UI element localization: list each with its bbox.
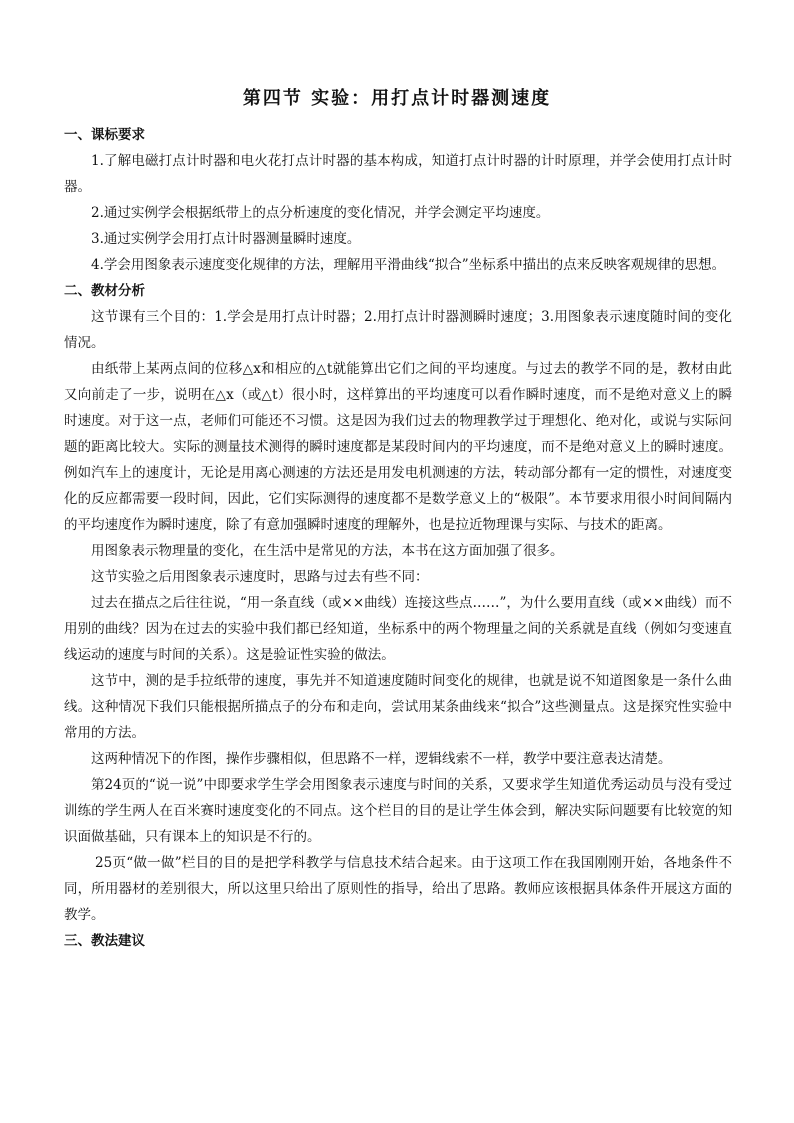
paragraph: 4.学会用图象表示速度变化规律的方法，理解用平滑曲线“拟合”坐标系中描出的点来反映客观规律的思想。 — [91, 257, 726, 273]
paragraph: 1.了解电磁打点计时器和电火花打点计时器的基本构成，知道打点计时器的计时原理，并学会使用打点计时器。 — [64, 153, 732, 195]
paragraph: 过去在描点之后往往说，“用一条直线（或××曲线）连接这些点……”，为什么要用直线（或××曲线）而不用别的曲线？因为在过去的实验中我们都已经知道，坐标系中的两个物理量之间的关系就是直线（例如匀变速直线运动的速度与时间的关系）。这是验证性实验的做法。 — [64, 595, 732, 663]
document-body — [64, 122, 732, 954]
paragraph: 25页“做一做”栏目的目的是把学科教学与信息技术结合起来。由于这项工作在我国刚刚开始，各地条件不同，所用器材的差别很大，所以这里只给出了原则性的指导，给出了思路。教师应该根据具体条件开展这方面的教学。 — [64, 855, 732, 923]
section-heading-analysis: 二、教材分析 — [64, 283, 145, 299]
paragraph: 第24页的“说一说”中即要求学生学会用图象表示速度与时间的关系，又要求学生知道优秀运动员与没有受过训练的学生两人在百米赛时速度变化的不同点。这个栏目的目的是让学生体会到，解决实际问题要有比较宽的知识面做基础，只有课本上的知识是不行的。 — [64, 777, 732, 845]
paragraph: 这节实验之后用图象表示速度时，思路与过去有些不同： — [91, 569, 429, 585]
section-heading-standards: 一、课标要求 — [64, 127, 145, 143]
paragraph: 这节中，测的是手拉纸带的速度，事先并不知道速度随时间变化的规律，也就是说不知道图象是一条什么曲线。这种情况下我们只能根据所描点子的分布和走向，尝试用某条曲线来“拟合”这些测量点。这是探究性实验中常用的方法。 — [64, 673, 732, 741]
paragraph: 3.通过实例学会用打点计时器测量瞬时速度。 — [91, 231, 361, 247]
section-heading-teaching-suggestions: 三、教法建议 — [64, 933, 145, 949]
paragraph: 2.通过实例学会根据纸带上的点分析速度的变化情况，并学会测定平均速度。 — [91, 205, 550, 221]
paragraph: 这节课有三个目的：1.学会是用打点计时器；2.用打点计时器测瞬时速度；3.用图象表示速度随时间的变化情况。 — [64, 309, 732, 351]
paragraph: 用图象表示物理量的变化，在生活中是常见的方法，本书在这方面加强了很多。 — [91, 543, 564, 559]
paragraph: 由纸带上某两点间的位移△x和相应的△t就能算出它们之间的平均速度。与过去的教学不同的是，教材由此又向前走了一步，说明在△x（或△t）很小时，这样算出的平均速度可以看作瞬时速度，而不是绝对意义上的瞬时速度。对于这一点，老师们可能还不习惯。这是因为我们过去的物理教学过于理想化、绝对化，或说与实际问题的距离比较大。实际的测量技术测得的瞬时速度都是某段时间内的平均速度，而不是绝对意义上的瞬时速度。例如汽车上的速度计，无论是用离心测速的方法还是用发电机测速的方法，转动部分都有一定的惯性，对速度变化的反应都需要一段时间，因此，它们实际测得的速度都不是数学意义上的“极限”。本节要求用很小时间间隔内的平均速度作为瞬时速度，除了有意加强瞬时速度的理解外，也是拉近物理课与实际、与技术的距离。 — [64, 361, 732, 533]
page-title: 第四节 实验：用打点计时器测速度 — [242, 88, 552, 109]
paragraph: 这两种情况下的作图，操作步骤相似，但思路不一样，逻辑线索不一样，教学中要注意表达清楚。 — [91, 751, 672, 767]
